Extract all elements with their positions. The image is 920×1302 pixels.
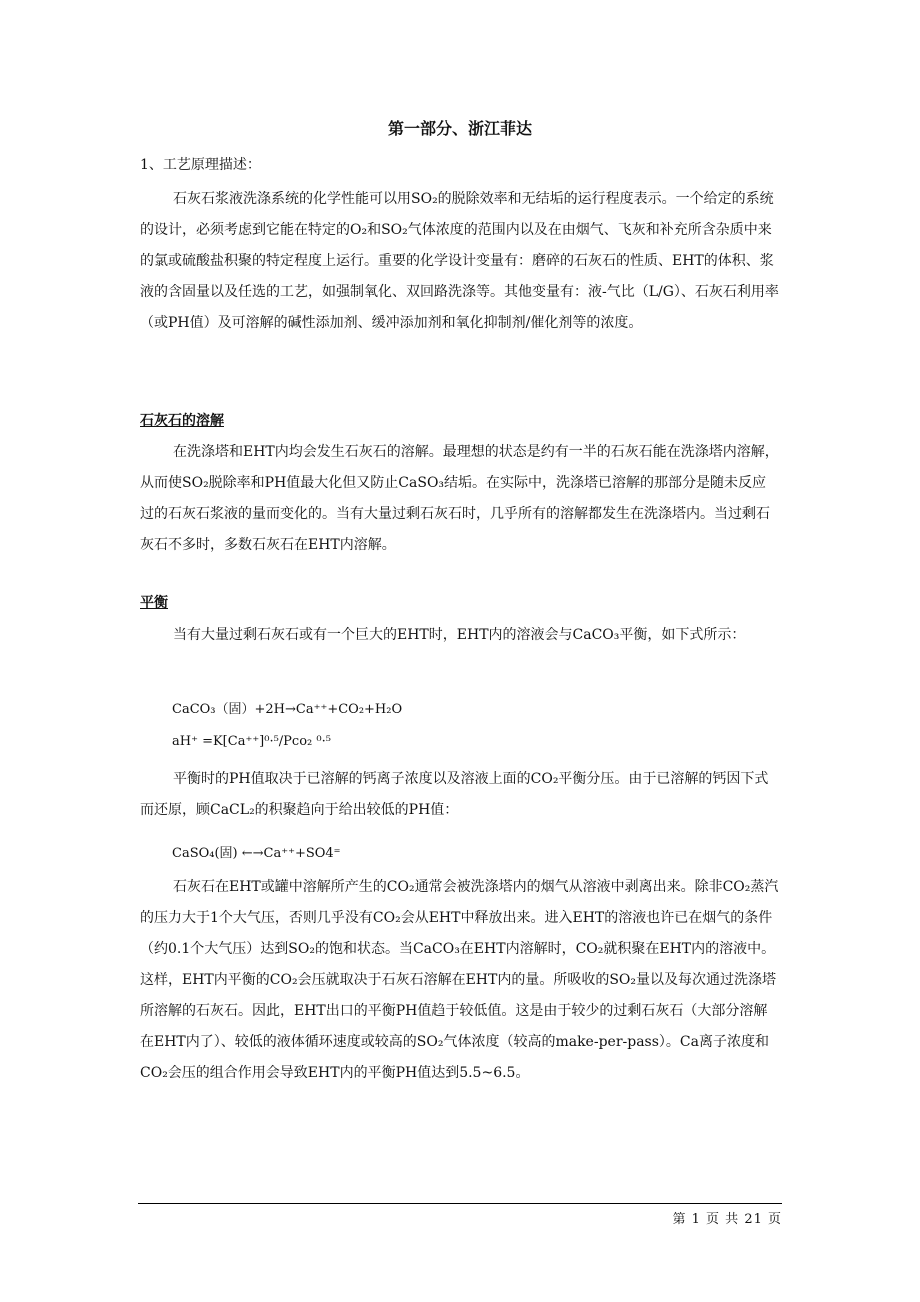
section-heading: 1、工艺原理描述： — [140, 157, 261, 173]
co2-paragraph: 石灰石在EHT或罐中溶解所产生的CO₂通常会被洗涤塔内的烟气从溶液中剥离出来。除非CO₂蒸汽的压力大于1个大气压，否则几乎没有CO₂会从EHT中释放出来。进入EHT的溶液也许已在烟气的条件（约0.1个大气压）达到SO₂的饱和状态。当CaCO₃在EHT内溶解时，CO₂就积聚在EHT内的溶液中。这样，EHT内平衡的CO₂会压就取决于石灰石溶解在EHT内的量。所吸收的SO₂量以及每次通过洗涤塔所溶解的石灰石。因此，EHT出口的平衡PH值趋于较低值。这是由于较少的过剩石灰石（大部分溶解在EHT内了）、较低的液体循环速度或较高的SO₂气体浓度（较高的make-per-pass）。Ca离子浓度和CO₂会压的组合作用会导致EHT内的平衡PH值达到5.5~6.5。 — [140, 879, 779, 1081]
formula-caco3: CaCO₃（固）+2H→Ca⁺⁺+CO₂+H₂O — [172, 702, 403, 717]
formula-caso4: CaSO₄(固) ←→Ca⁺⁺+SO4⁼ — [172, 846, 341, 861]
heading-equilibrium: 平衡 — [140, 595, 168, 611]
equilibrium-paragraph: 当有大量过剩石灰石或有一个巨大的EHT时，EHT内的溶液会与CaCO₃平衡，如下式所示： — [173, 627, 746, 643]
heading-dissolution: 石灰石的溶解 — [140, 413, 224, 429]
intro-paragraph: 石灰石浆液洗涤系统的化学性能可以用SO₂的脱除效率和无结垢的运行程度表示。一个给定的系统的设计，必须考虑到它能在特定的O₂和SO₂气体浓度的范围内以及在由烟气、飞灰和补充所含杂质中来的氯或硫酸盐积聚的特定程度上运行。重要的化学设计变量有：磨碎的石灰石的性质、EHT的体积、浆液的含固量以及任选的工艺，如强制氧化、双回路洗涤等。其他变量有：液-气比（L/G）、石灰石利用率（或PH值）及可溶解的碱性添加剂、缓冲添加剂和氧化抑制剂/催化剂等的浓度。 — [140, 191, 779, 331]
ph-paragraph: 平衡时的PH值取决于已溶解的钙离子浓度以及溶液上面的CO₂平衡分压。由于已溶解的钙因下式而还原，顾CaCL₂的积聚趋向于给出较低的PH值： — [140, 771, 769, 818]
page-number: 第 1 页 共 21 页 — [672, 1212, 782, 1227]
page-title: 第一部分、浙江菲达 — [387, 119, 532, 138]
formula-ah: aH⁺ =K[Ca⁺⁺]⁰·⁵/Pco₂ ⁰·⁵ — [172, 734, 331, 749]
footer-divider — [138, 1203, 782, 1204]
dissolution-paragraph: 在洗涤塔和EHT内均会发生石灰石的溶解。最理想的状态是约有一半的石灰石能在洗涤塔内溶解，从而使SO₂脱除率和PH值最大化但又防止CaSO₃结垢。在实际中，洗涤塔已溶解的那部分是随未反应过的石灰石浆液的量而变化的。当有大量过剩石灰石时，几乎所有的溶解都发生在洗涤塔内。当过剩石灰石不多时，多数石灰石在EHT内溶解。 — [140, 444, 779, 553]
